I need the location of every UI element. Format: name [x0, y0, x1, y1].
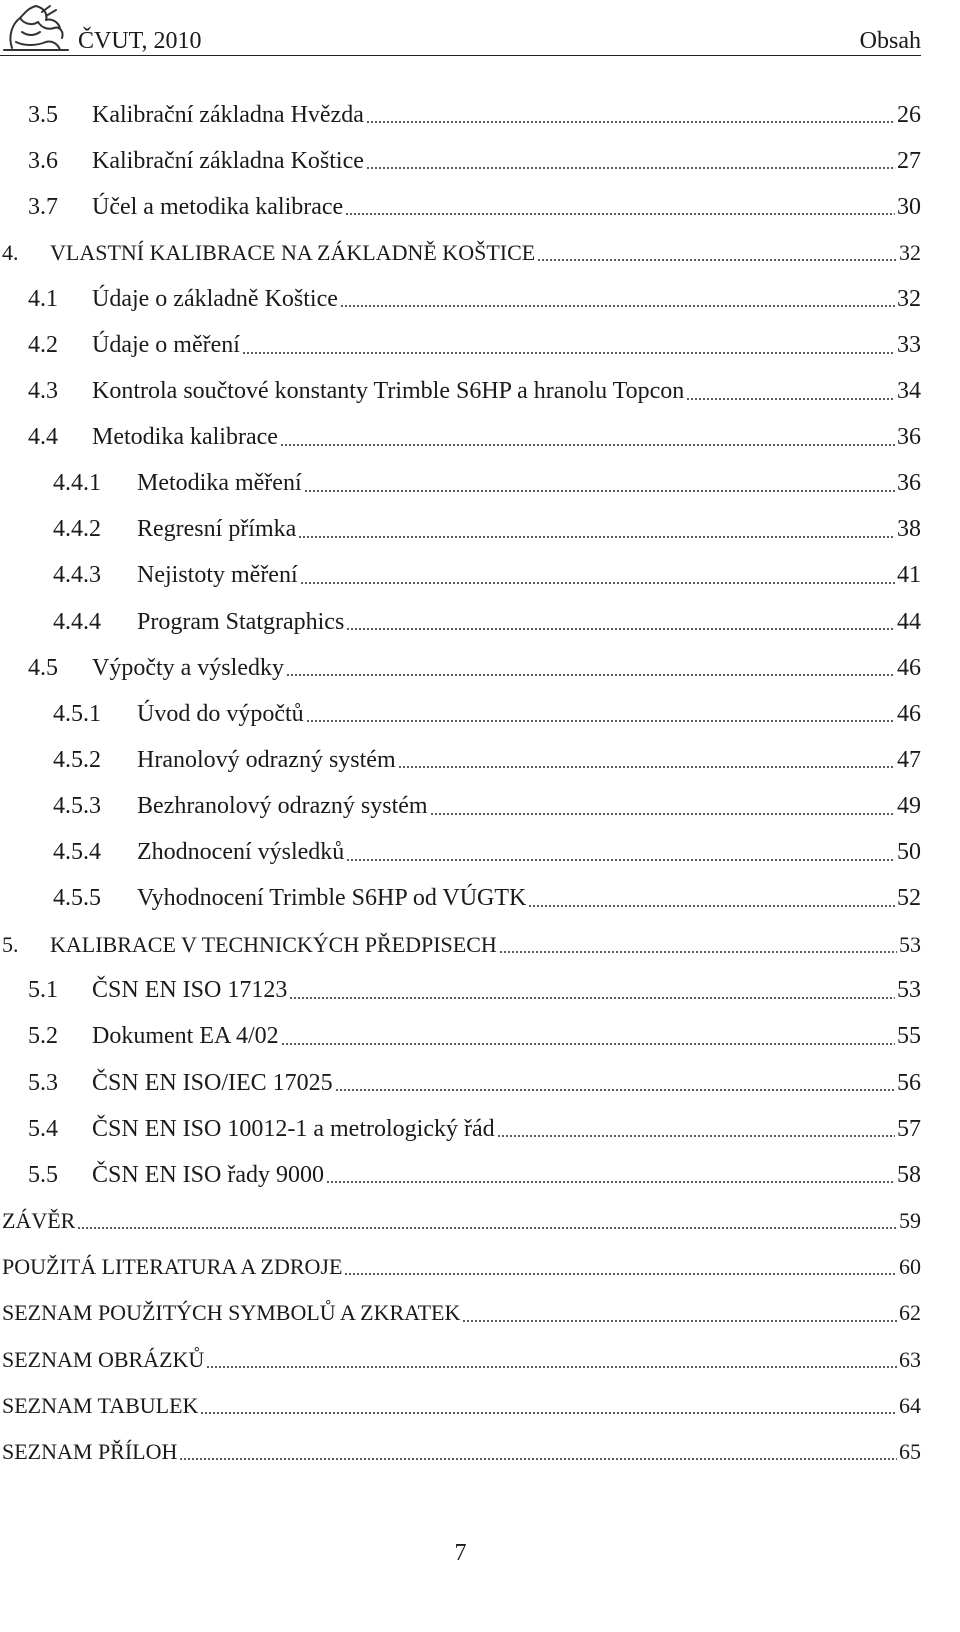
- toc-entry-title: SEZNAM TABULEK: [2, 1392, 199, 1418]
- toc-entry-page: 62: [899, 1300, 921, 1326]
- toc-entry-page: 53: [899, 931, 921, 957]
- toc-entry-page: 55: [897, 1023, 921, 1050]
- toc-entry-number: 4.5.1: [53, 700, 101, 727]
- toc-entry-title: Bezhranolový odrazný systém: [137, 792, 428, 819]
- dot-leader: [281, 1032, 895, 1046]
- dot-leader: [366, 156, 895, 170]
- dot-leader: [497, 1124, 895, 1138]
- toc-entry-number: 5.5: [28, 1161, 58, 1188]
- toc-entry-title: Úvod do výpočtů: [137, 700, 304, 727]
- toc-entry[interactable]: [0, 184, 921, 230]
- toc-entry-number: 4.4.4: [53, 608, 101, 635]
- dot-leader: [304, 479, 895, 493]
- toc-entry-number: 5.4: [28, 1115, 58, 1142]
- toc-entry-page: 53: [897, 977, 921, 1004]
- toc-entry[interactable]: [0, 553, 921, 599]
- toc-entry[interactable]: [0, 691, 921, 737]
- toc-entry-number: 4.5.5: [53, 885, 101, 912]
- toc-entry[interactable]: [0, 1152, 921, 1198]
- toc-entry-number: 4.4: [28, 424, 58, 451]
- dot-leader: [289, 986, 895, 1000]
- toc-entry-number: 5.1: [28, 977, 58, 1004]
- dot-leader: [340, 294, 895, 308]
- toc-entry-number: 5.2: [28, 1023, 58, 1050]
- toc-entry-number: 3.5: [28, 101, 58, 128]
- toc-entry[interactable]: [0, 1337, 921, 1383]
- toc-entry-number: 4.5.2: [53, 746, 101, 773]
- dot-leader: [537, 248, 897, 262]
- toc-entry-title: Nejistoty měření: [137, 562, 298, 589]
- dot-leader: [300, 571, 895, 585]
- toc-entry[interactable]: [0, 599, 921, 645]
- dot-leader: [306, 709, 895, 723]
- dot-leader: [179, 1447, 897, 1461]
- page-number: 7: [454, 1540, 467, 1566]
- dot-leader: [462, 1309, 897, 1323]
- toc-entry-number: 5.: [2, 931, 19, 957]
- toc-entry-number: 5.3: [28, 1069, 58, 1096]
- toc-entry-title: Zhodnocení výsledků: [137, 839, 345, 866]
- toc-entry-page: 58: [897, 1161, 921, 1188]
- dot-leader: [335, 1078, 895, 1092]
- toc-entry-page: 36: [897, 470, 921, 497]
- toc-entry-page: 26: [897, 101, 921, 128]
- toc-entry-title: ČSN EN ISO/IEC 17025: [92, 1069, 333, 1096]
- toc-entry-title: Účel a metodika kalibrace: [92, 193, 344, 220]
- toc-entry[interactable]: [0, 1290, 921, 1336]
- toc-entry[interactable]: [0, 783, 921, 829]
- toc-entry-title: Metodika kalibrace: [92, 424, 278, 451]
- toc-entry[interactable]: [0, 876, 921, 922]
- toc-entry-page: 65: [899, 1438, 921, 1464]
- dot-leader: [345, 202, 895, 216]
- header-institution: ČVUT, 2010: [78, 28, 202, 54]
- toc-entry-title: Kontrola součtové konstanty Trimble S6HP a hranolu Topcon: [92, 378, 685, 405]
- toc-entry-title: Kalibrační základna Koštice: [92, 147, 364, 174]
- toc-entry[interactable]: [0, 968, 921, 1014]
- toc-entry-page: 32: [899, 240, 921, 266]
- toc-entry-title: Vyhodnocení Trimble S6HP od VÚGTK: [137, 885, 527, 912]
- toc-entry-page: 60: [899, 1254, 921, 1280]
- toc-entry-title: ČSN EN ISO řady 9000: [92, 1161, 324, 1188]
- toc-entry-number: 4.5: [28, 654, 58, 681]
- dot-leader: [200, 1401, 897, 1415]
- toc-entry[interactable]: [0, 737, 921, 783]
- cvut-lion-logo-icon: [2, 2, 70, 52]
- toc-entry[interactable]: [0, 92, 921, 138]
- toc-entry-title: Kalibrační základna Hvězda: [92, 101, 364, 128]
- toc-entry-title: SEZNAM POUŽITÝCH SYMBOLŮ A ZKRATEK: [2, 1300, 461, 1326]
- toc-entry[interactable]: [0, 230, 921, 276]
- toc-entry-page: 49: [897, 792, 921, 819]
- dot-leader: [206, 1355, 897, 1369]
- toc-entry-page: 47: [897, 746, 921, 773]
- toc-entry-page: 59: [899, 1208, 921, 1234]
- dot-leader: [686, 387, 895, 401]
- toc-entry[interactable]: [0, 1106, 921, 1152]
- toc-entry[interactable]: [0, 830, 921, 876]
- toc-entry-page: 34: [897, 378, 921, 405]
- toc-entry-page: 46: [897, 700, 921, 727]
- toc-entry-title: Hranolový odrazný systém: [137, 746, 396, 773]
- toc-entry-title: ČSN EN ISO 10012-1 a metrologický řád: [92, 1115, 495, 1142]
- toc-entry-page: 36: [897, 424, 921, 451]
- toc-entry-number: 4.4.2: [53, 516, 101, 543]
- dot-leader: [280, 433, 895, 447]
- toc-entry-page: 38: [897, 516, 921, 543]
- toc-entry-title: ČSN EN ISO 17123: [92, 977, 288, 1004]
- toc-entry[interactable]: [0, 276, 921, 322]
- toc-entry-number: 3.7: [28, 193, 58, 220]
- toc-entry-title: Dokument EA 4/02: [92, 1023, 279, 1050]
- toc-entry-page: 52: [897, 885, 921, 912]
- toc-entry-title: SEZNAM PŘÍLOH: [2, 1438, 178, 1464]
- toc-entry-page: 50: [897, 839, 921, 866]
- toc-entry-number: 4.4.1: [53, 470, 101, 497]
- toc-entry-title: Regresní přímka: [137, 516, 297, 543]
- toc-entry[interactable]: [0, 322, 921, 368]
- toc-entry-page: 56: [897, 1069, 921, 1096]
- toc-entry[interactable]: [0, 1244, 921, 1290]
- toc-entry-title: POUŽITÁ LITERATURA A ZDROJE: [2, 1254, 343, 1280]
- toc-entry-number: 4.3: [28, 378, 58, 405]
- toc-entry-page: 46: [897, 654, 921, 681]
- dot-leader: [326, 1170, 895, 1184]
- toc-entry-number: 4.2: [28, 332, 58, 359]
- toc-entry[interactable]: [0, 1014, 921, 1060]
- toc-entry-title: SEZNAM OBRÁZKŮ: [2, 1346, 205, 1372]
- toc-entry-number: 3.6: [28, 147, 58, 174]
- dot-leader: [499, 940, 897, 954]
- table-of-contents: [0, 92, 921, 1475]
- toc-entry-title: Údaje o základně Koštice: [92, 285, 338, 312]
- toc-entry-number: 4.4.3: [53, 562, 101, 589]
- toc-entry-page: 44: [897, 608, 921, 635]
- page-header: [0, 0, 921, 56]
- toc-entry-page: 57: [897, 1115, 921, 1142]
- toc-entry-number: 4.5.3: [53, 792, 101, 819]
- toc-entry[interactable]: [0, 1383, 921, 1429]
- dot-leader: [398, 755, 895, 769]
- toc-entry-page: 63: [899, 1346, 921, 1372]
- toc-entry-title: Údaje o měření: [92, 332, 240, 359]
- toc-entry[interactable]: [0, 369, 921, 415]
- toc-entry[interactable]: [0, 1060, 921, 1106]
- dot-leader: [286, 663, 895, 677]
- toc-entry[interactable]: [0, 1198, 921, 1244]
- dot-leader: [430, 802, 895, 816]
- toc-entry-number: 4.5.4: [53, 839, 101, 866]
- toc-entry-title: Program Statgraphics: [137, 608, 345, 635]
- toc-entry-title: ZÁVĚR: [2, 1208, 76, 1234]
- toc-entry-page: 33: [897, 332, 921, 359]
- toc-entry-page: 32: [897, 285, 921, 312]
- toc-entry-page: 64: [899, 1392, 921, 1418]
- header-section-title: Obsah: [859, 28, 921, 54]
- toc-entry-title: Výpočty a výsledky: [92, 654, 284, 681]
- dot-leader: [242, 341, 895, 355]
- dot-leader: [344, 1262, 897, 1276]
- dot-leader: [346, 848, 895, 862]
- dot-leader: [298, 525, 895, 539]
- toc-entry[interactable]: [0, 645, 921, 691]
- dot-leader: [528, 894, 895, 908]
- dot-leader: [77, 1216, 897, 1230]
- dot-leader: [346, 617, 895, 631]
- toc-entry-page: 27: [897, 147, 921, 174]
- toc-entry-title: VLASTNÍ KALIBRACE NA ZÁKLADNĚ KOŠTICE: [50, 240, 536, 266]
- toc-entry-page: 41: [897, 562, 921, 589]
- toc-entry-title: KALIBRACE V TECHNICKÝCH PŘEDPISECH: [50, 931, 497, 957]
- toc-entry-title: Metodika měření: [137, 470, 302, 497]
- toc-entry-number: 4.1: [28, 285, 58, 312]
- toc-entry[interactable]: [0, 507, 921, 553]
- toc-entry[interactable]: [0, 1429, 921, 1475]
- dot-leader: [366, 110, 895, 124]
- toc-entry-number: 4.: [2, 240, 19, 266]
- toc-entry[interactable]: [0, 138, 921, 184]
- toc-entry[interactable]: [0, 415, 921, 461]
- toc-entry-page: 30: [897, 193, 921, 220]
- toc-entry[interactable]: [0, 461, 921, 507]
- header-rule: [0, 55, 921, 56]
- toc-entry[interactable]: [0, 922, 921, 968]
